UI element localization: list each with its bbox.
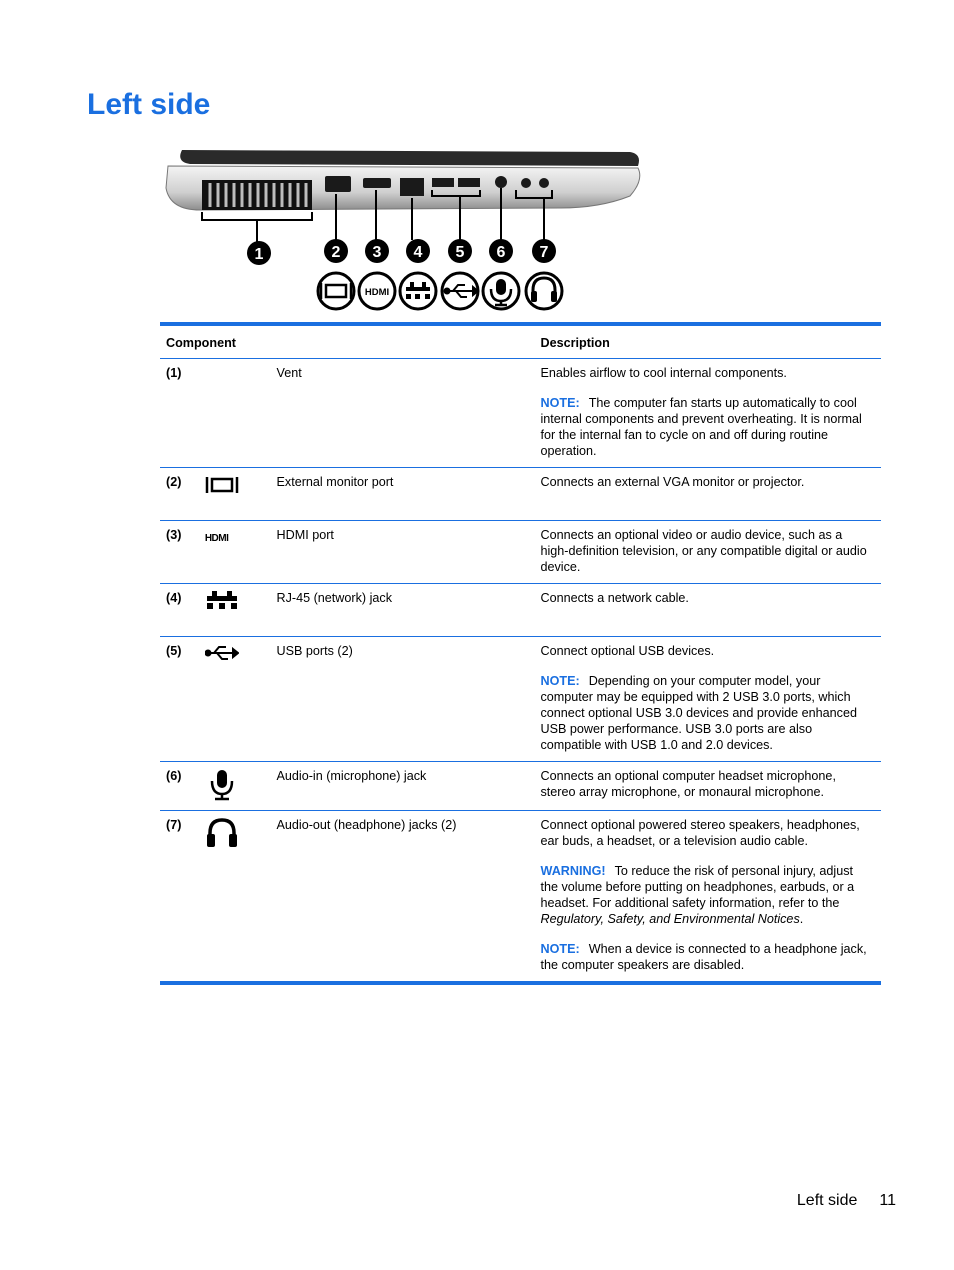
row-icon-cell	[203, 468, 271, 521]
callout-6: 6	[496, 244, 506, 261]
note	[541, 395, 874, 459]
description-text: Connect optional USB devices.	[540, 644, 715, 658]
note-label: NOTE:	[540, 674, 580, 688]
note-text: The computer fan starts up automatically to cool internal components and prevent overheating. It is normal for the internal fan to cycle on and off during routine operation.	[540, 396, 862, 458]
row-component-name: RJ-45 (network) jack	[271, 584, 535, 637]
note	[541, 941, 874, 973]
row-icon-cell	[203, 811, 271, 984]
row-description: Connects an optional computer headset microphone, stereo array microphone, or monaural microphone.	[535, 762, 882, 811]
row-component-name: Audio-out (headphone) jacks (2)	[276, 818, 457, 832]
page-footer	[797, 1192, 896, 1210]
table-header-row	[160, 324, 881, 359]
row-description: Connects a network cable.	[535, 584, 882, 637]
row-component-name: USB ports (2)	[271, 637, 535, 762]
row-number: (7)	[166, 818, 182, 832]
row-description: Connects an external VGA monitor or projector.	[535, 468, 882, 521]
warning-end: .	[799, 912, 804, 926]
components-table	[160, 322, 881, 985]
table-row	[160, 468, 881, 521]
warning-reference: Regulatory, Safety, and Environmental Notices	[540, 912, 800, 926]
row-component-name: External monitor port	[271, 468, 535, 521]
page-number: 11	[879, 1192, 896, 1209]
row-number: (1)	[160, 359, 203, 468]
warning-text: To reduce the risk of personal injury, adjust the volume before putting on headphones, earbuds, or a headset. For additional safety information, refer to the	[540, 864, 855, 910]
warning-label: WARNING!	[540, 864, 606, 878]
hdmi-icon: HDMI	[204, 533, 229, 544]
usb-icon	[205, 643, 265, 663]
note-text: Depending on your computer model, your computer may be equipped with 2 USB 3.0 ports, which connect optional USB 3.0 devices and provide enhanced USB power performance. USB 3.0 ports are also compatible with USB 1.0 and 2.0 devices.	[540, 674, 857, 752]
row-icon-cell	[203, 762, 271, 811]
callout-4: 4	[413, 244, 423, 261]
row-icon-cell	[203, 521, 271, 584]
row-component-name: HDMI port	[271, 521, 535, 584]
note	[541, 673, 874, 753]
microphone-icon	[205, 768, 265, 802]
headphone-icon	[205, 817, 265, 849]
table-row	[160, 762, 881, 811]
table-row	[160, 584, 881, 637]
table-row	[160, 637, 881, 762]
footer-section-title: Left side	[796, 1192, 858, 1209]
row-component-name: Audio-in (microphone) jack	[271, 762, 535, 811]
laptop-left-side-figure	[160, 140, 660, 315]
row-icon-cell	[203, 584, 271, 637]
callout-1: 1	[254, 246, 264, 263]
page-title: Left side	[87, 88, 211, 121]
table-row	[160, 811, 881, 984]
row-number: (2)	[160, 468, 203, 521]
hdmi-icon: HDMI	[364, 287, 390, 298]
note-text: When a device is connected to a headphone jack, the computer speakers are disabled.	[540, 942, 867, 972]
note-label: NOTE:	[540, 396, 580, 410]
laptop-illustration	[160, 140, 660, 315]
row-description: Connects an optional video or audio device, such as a high-definition television, or any compatible digital or audio device.	[535, 521, 882, 584]
row-component-name: Vent	[271, 359, 535, 468]
network-icon	[205, 590, 265, 610]
table-row	[160, 521, 881, 584]
callout-7: 7	[539, 244, 549, 261]
row-description	[535, 359, 882, 468]
table-row	[160, 359, 881, 468]
row-number: (5)	[160, 637, 203, 762]
external-monitor-icon	[205, 474, 265, 496]
callout-5: 5	[455, 244, 465, 261]
row-description	[535, 811, 882, 984]
row-number: (3)	[160, 521, 203, 584]
note-label: NOTE:	[540, 942, 580, 956]
header-component: Component	[160, 324, 535, 359]
row-icon-cell	[203, 359, 271, 468]
callout-2: 2	[331, 244, 341, 261]
row-description	[535, 637, 882, 762]
row-number: (6)	[160, 762, 203, 811]
header-description: Description	[535, 324, 882, 359]
description-text: Connect optional powered stereo speakers, headphones, ear buds, a headset, or a television audio cable.	[540, 818, 860, 848]
row-number: (4)	[160, 584, 203, 637]
callout-3: 3	[372, 244, 382, 261]
description-text: Enables airflow to cool internal components.	[540, 366, 787, 380]
row-icon-cell	[203, 637, 271, 762]
warning	[541, 863, 874, 927]
